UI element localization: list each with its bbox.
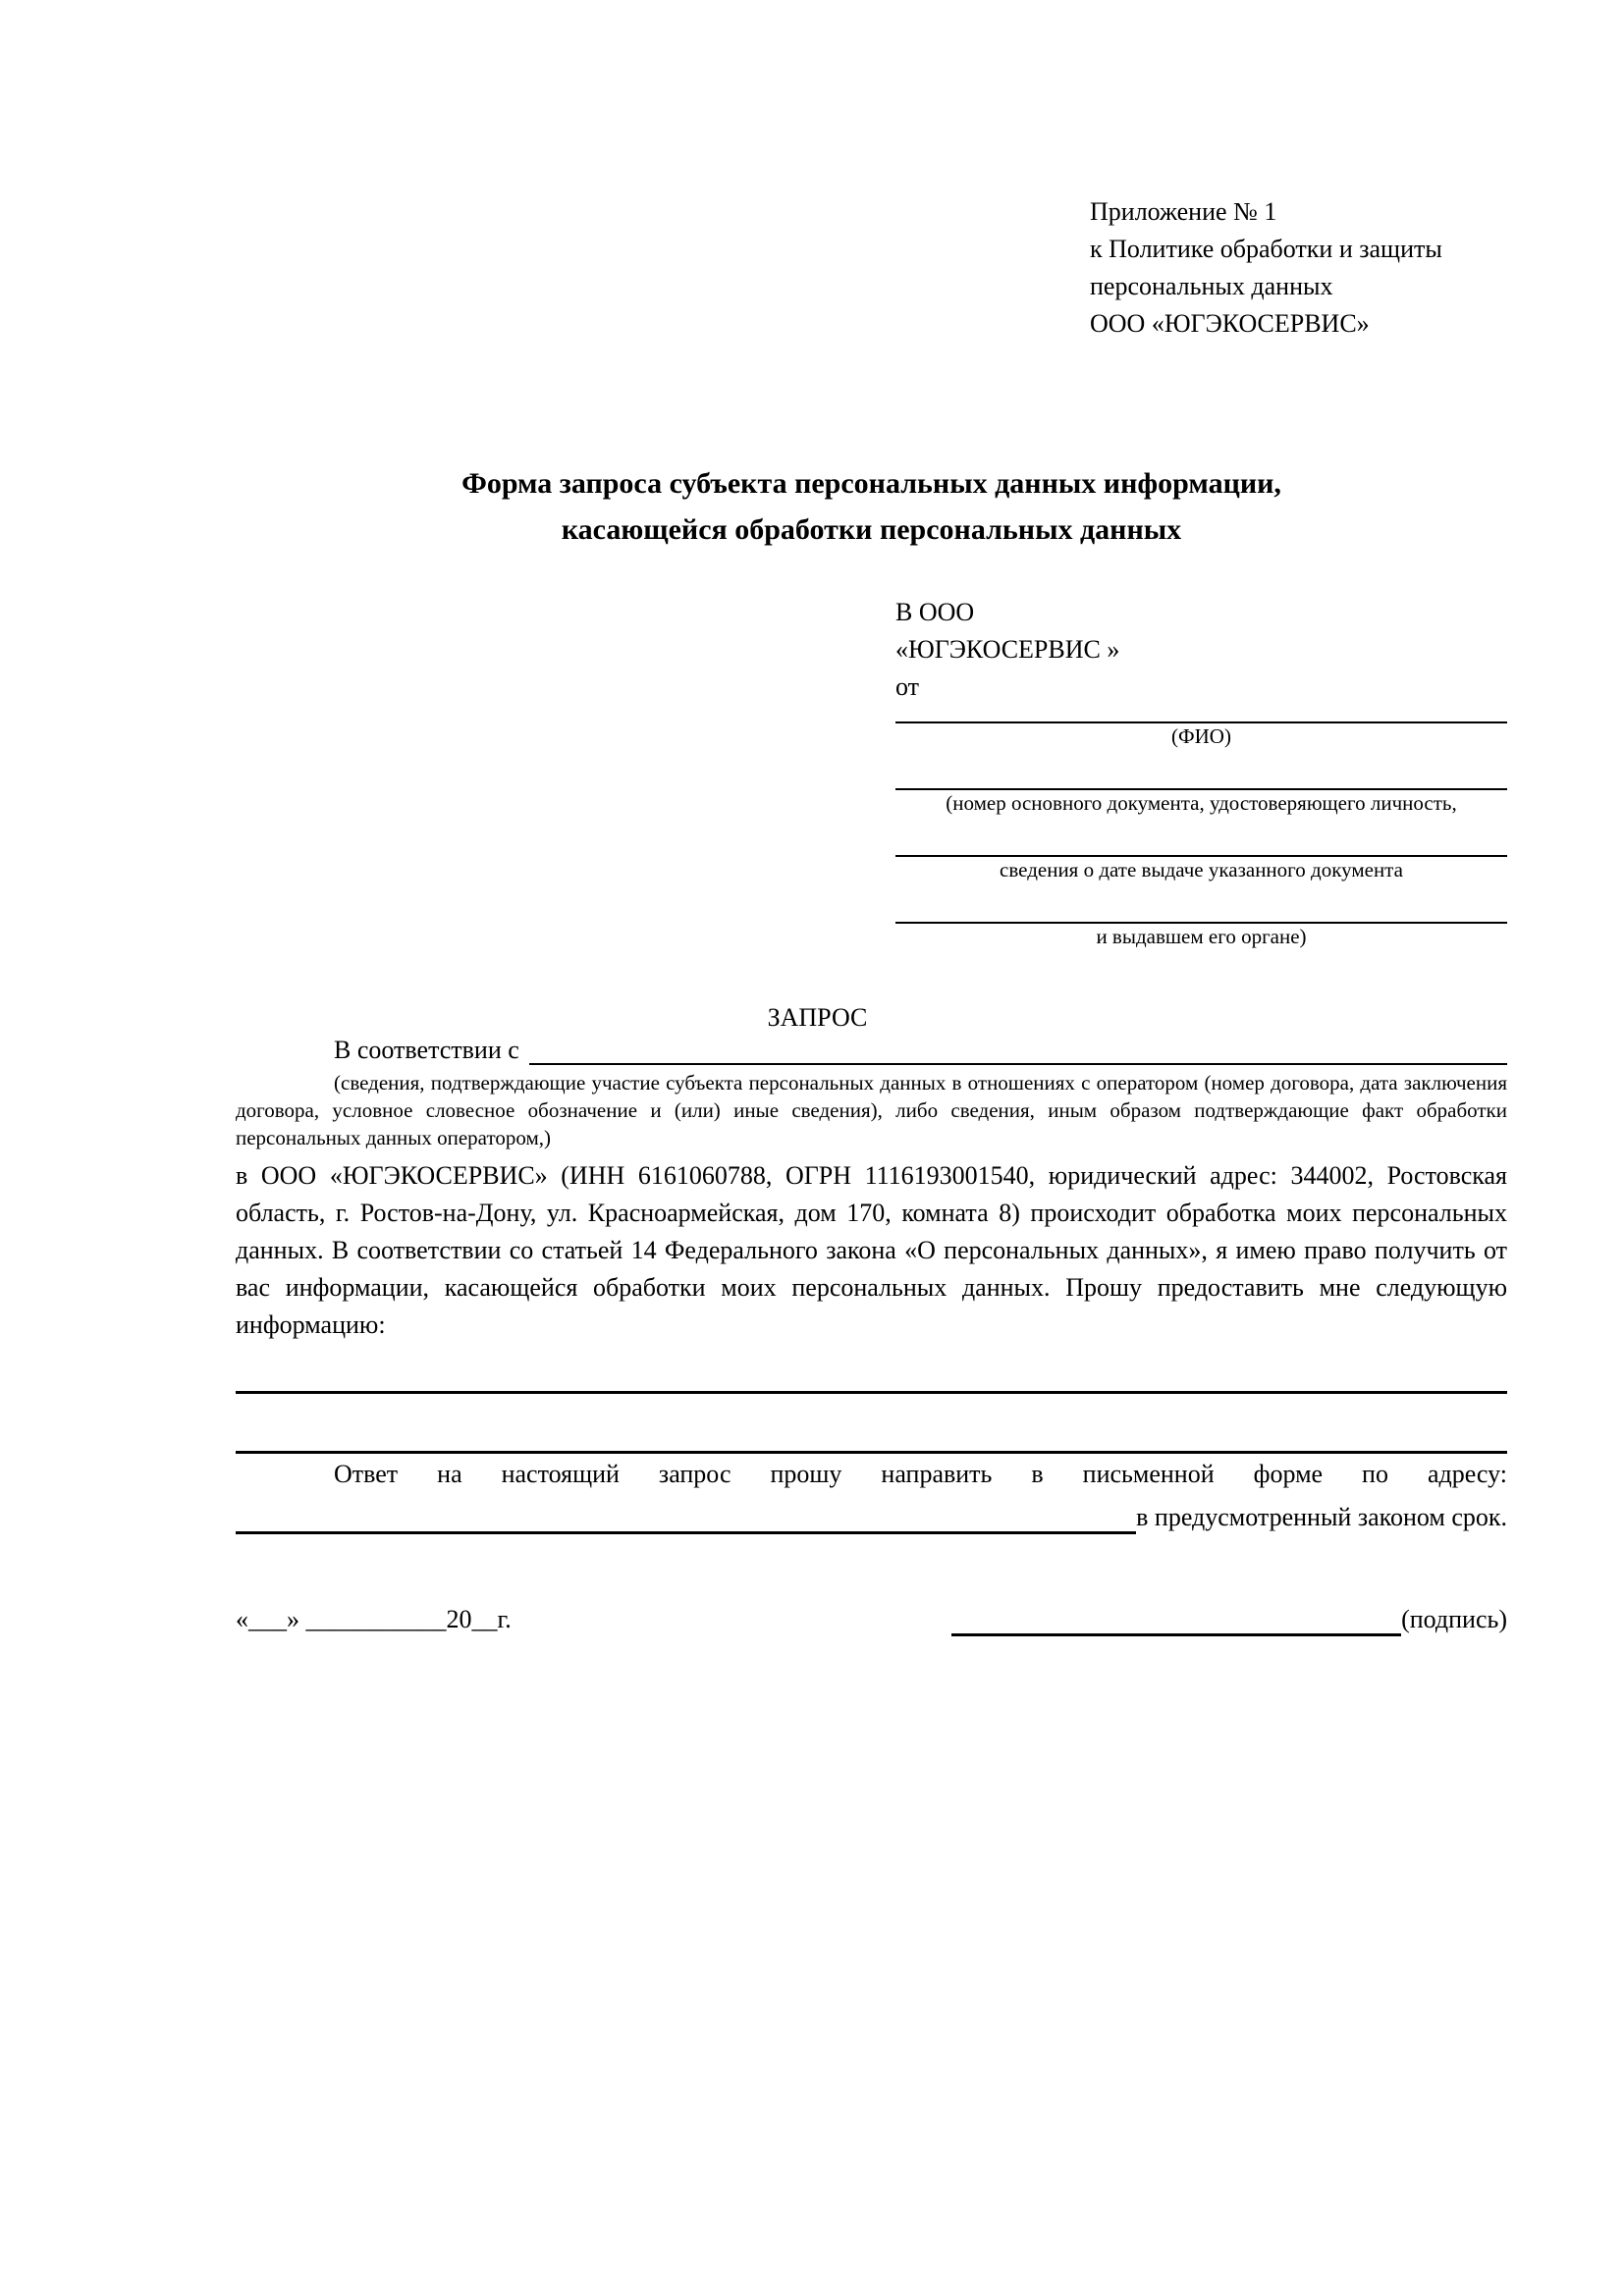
appendix-line: персональных данных — [1090, 272, 1333, 300]
signature-caption: (подпись) — [1401, 1605, 1507, 1633]
appendix-line: ООО «ЮГЭКОСЕРВИС» — [1090, 309, 1370, 338]
doc-number-caption: (номер основного документа, удостоверяющего личность, — [946, 791, 1457, 815]
signature-line — [951, 1595, 1401, 1636]
request-body: в ООО «ЮГЭКОСЕРВИС» (ИНН 6161060788, ОГРН 1116193001540, юридический адрес: 344002, Ростовская область, г. Ростов-на-Дону, ул. Красноармейская, дом 170, комната 8) происходит обработка моих персональных данных. В соответствии со статьей 14 Федерального закона «О персональных данных», я имею право получить от вас информации, касающейся обработки моих персональных данных. Прошу предоставить мне следующую информацию: — [236, 1161, 1507, 1339]
info-fill-line-2 — [236, 1394, 1507, 1454]
issuing-authority-caption: и выдавшем его органе) — [1096, 925, 1307, 948]
answer-text: Ответ на настоящий запрос прошу направить в письменной форме по адресу: — [334, 1460, 1507, 1488]
basis-label: В соответствии с — [334, 1036, 519, 1064]
appendix-line: Приложение № 1 — [1090, 197, 1277, 226]
address-fill-line — [236, 1495, 1136, 1534]
fio-fill-line — [895, 706, 1507, 723]
signature-group — [951, 1595, 1507, 1636]
answer-address-row — [236, 1495, 1507, 1534]
org-name-line-2: «ЮГЭКОСЕРВИС » — [895, 635, 1120, 664]
org-name-line-1: В ООО — [895, 598, 975, 626]
basis-note: (сведения, подтверждающие участие субъекта персональных данных в отношениях с оператором (номер договора, дата заключения договора, условное словесное обозначение и (или) иные сведения), либо сведения, иным образом подтверждающие факт обработки персональных данных оператором,) — [236, 1071, 1507, 1149]
info-fill-line-1 — [236, 1344, 1507, 1394]
document-title-line-1: Форма запроса субъекта персональных данных информации, — [461, 467, 1281, 500]
document-title-line-2: касающейся обработки персональных данных — [561, 513, 1182, 546]
fio-caption: (ФИО) — [1171, 724, 1231, 748]
issue-date-fill-line — [895, 816, 1507, 857]
basis-row — [236, 1034, 1507, 1065]
answer-tail: в предусмотренный законом срок. — [1136, 1503, 1507, 1531]
signature-row — [236, 1595, 1507, 1636]
issue-date-caption: сведения о дате выдаче указанного документа — [1000, 858, 1403, 881]
document-title — [236, 460, 1507, 553]
appendix-line: к Политике обработки и защиты — [1090, 235, 1442, 263]
appendix-block — [1090, 193, 1507, 343]
issuing-authority-fill-line — [895, 882, 1507, 924]
request-heading: ЗАПРОС — [767, 1003, 868, 1032]
addressee-block — [895, 594, 1507, 949]
basis-fill-line — [529, 1034, 1507, 1065]
date-field: «___» ___________20__г. — [236, 1605, 512, 1633]
from-label: от — [895, 672, 920, 701]
doc-number-fill-line — [895, 749, 1507, 790]
